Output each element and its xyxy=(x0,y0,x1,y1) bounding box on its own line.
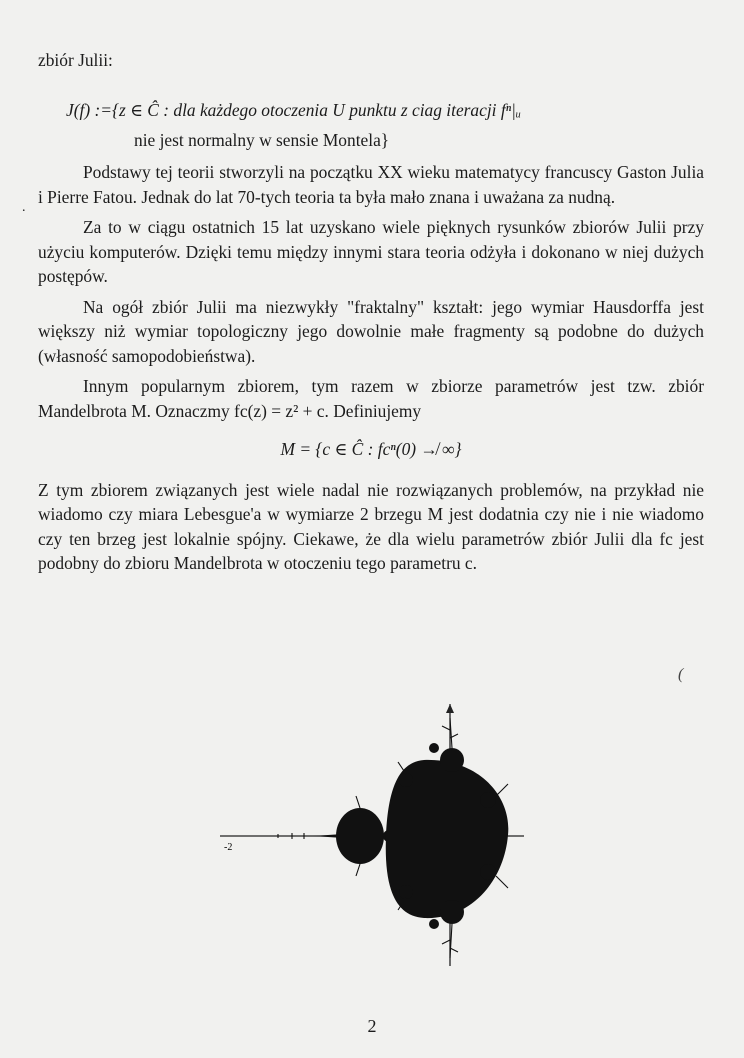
margin-mark: ( xyxy=(678,666,684,683)
paragraph-problems: Z tym zbiorem związanych jest wiele nadal nie rozwiązanych problemów, na przykład nie wiadomo czy miara Lebesgue'a w wymiarze 2 brzegu M jest dodatnia czy nie i nie wiadomo czy ten brzeg jest lokalnie spójny. Ciekawe, że dla wielu parametrów zbiór Julii dla fc jest podobny do zbioru Mandelbrota w otoczeniu tego parametru c. xyxy=(38,479,704,573)
mandelbrot-set-figure xyxy=(218,700,528,970)
paragraph-computers: Za to w ciągu ostatnich 15 lat uzyskano wiele pięknych rysunków zbiorów Julii przy użyciu komputerów. Dzięki temu między innymi stara teoria odżyła i dokonano w niej dużych postępów. xyxy=(38,217,704,286)
body-text xyxy=(38,160,704,576)
mandelbrot-formula: M = {c ∈ Ĉ : fcⁿ(0) ↛ ∞} xyxy=(280,439,462,459)
mandelbrot-shape xyxy=(313,743,508,929)
paragraph-fractal: Na ogół zbiór Julii ma niezwykły "fraktalny" kształt: jego wymiar Hausdorffa jest większy niż wymiar topologiczny jego dowolnie małe fragmenty są podobne do dużych (własność samopodobieństwa). xyxy=(38,296,704,366)
paragraph-history: Podstawy tej teorii stworzyli na początku XX wieku matematycy francuscy Gaston Julia i Pierre Fatou. Jednak do lat 70-tych teoria ta była mało znana i uważana za nudną. xyxy=(38,162,704,207)
julia-set-definition xyxy=(66,95,521,155)
page-number: 2 xyxy=(367,1016,377,1036)
section-heading: zbiór Julii: xyxy=(38,50,113,70)
imaginary-axis-arrow xyxy=(446,704,454,713)
paragraph-mandelbrot: Innym popularnym zbiorem, tym razem w zbiorze parametrów jest tzw. zbiór Mandelbrota M. Oznaczmy fc(z) = z² + c. Definiujemy xyxy=(38,376,704,421)
definition-line-1: J(f) :={z ∈ Ĉ : dla każdego otoczenia U punktu z ciag iteracji fⁿ|ᵤ xyxy=(66,100,522,120)
axis-label-minus-2: -2 xyxy=(224,842,233,853)
definition-line-2: nie jest normalny w sensie Montela} xyxy=(134,130,390,150)
margin-dot: . xyxy=(22,200,26,215)
